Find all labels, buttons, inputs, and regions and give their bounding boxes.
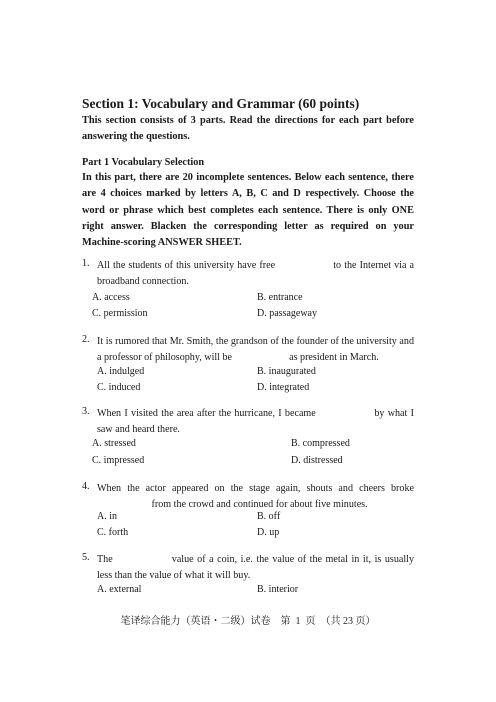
question-number: 1. [82,258,90,269]
question-stem: When the actor appeared on the stage again, shouts and cheers broke from the crowd and continued for about five minutes. [97,483,414,510]
option-a: A. indulged [97,366,145,377]
option-a: A. stressed [92,438,136,449]
option-d: D. up [257,527,280,538]
question-stem: It is rumored that Mr. Smith, the grandson of the founder of the university and a professor of philosophy, will be as president in March. [97,336,414,363]
question-number: 2. [82,334,90,345]
section-intro: This section consists of 3 parts. Read the directions for each part before answering the questions. [82,115,414,142]
option-a: A. access [92,292,130,303]
option-d: D. integrated [257,382,310,393]
part-directions: In this part, there are 20 incomplete sentences. Below each sentence, there are 4 choices marked by letters A, B, C and D respectively. Choose the word or phrase which best completes each sentence. There is only ONE right answer. Blacken the corresponding letter as required on your Machine-scoring ANSWER SHEET. [82,172,414,249]
question-stem: All the students of this university have free to the Internet via a broadband connection. [97,260,414,287]
option-b: B. off [257,511,281,522]
question-number: 3. [82,406,90,417]
option-b: B. inaugurated [257,366,316,377]
option-d: D. passageway [257,308,317,319]
option-d: D. distressed [291,455,343,466]
option-b: B. compressed [291,438,350,449]
option-a: A. in [97,511,117,522]
question-number: 4. [82,481,90,492]
option-a: A. external [97,584,142,595]
page-footer: 笔译综合能力（英语・二级）试卷 第 1 页 （共 23 页） [120,616,376,627]
option-b: B. interior [257,584,299,595]
question-number: 5. [82,552,90,563]
part-title: Part 1 Vocabulary Selection [82,157,205,168]
option-b: B. entrance [257,292,303,303]
question-stem: The value of a coin, i.e. the value of the metal in it, is usually less than the value of what it will buy. [97,554,414,581]
section-title: Section 1: Vocabulary and Grammar (60 points) [82,96,360,111]
option-c: C. forth [97,527,129,538]
option-c: C. impressed [92,455,145,466]
option-c: C. induced [97,382,141,393]
question-stem: When I visited the area after the hurricane, I became by what I saw and heard there. [97,408,414,435]
option-c: C. permission [92,308,148,319]
